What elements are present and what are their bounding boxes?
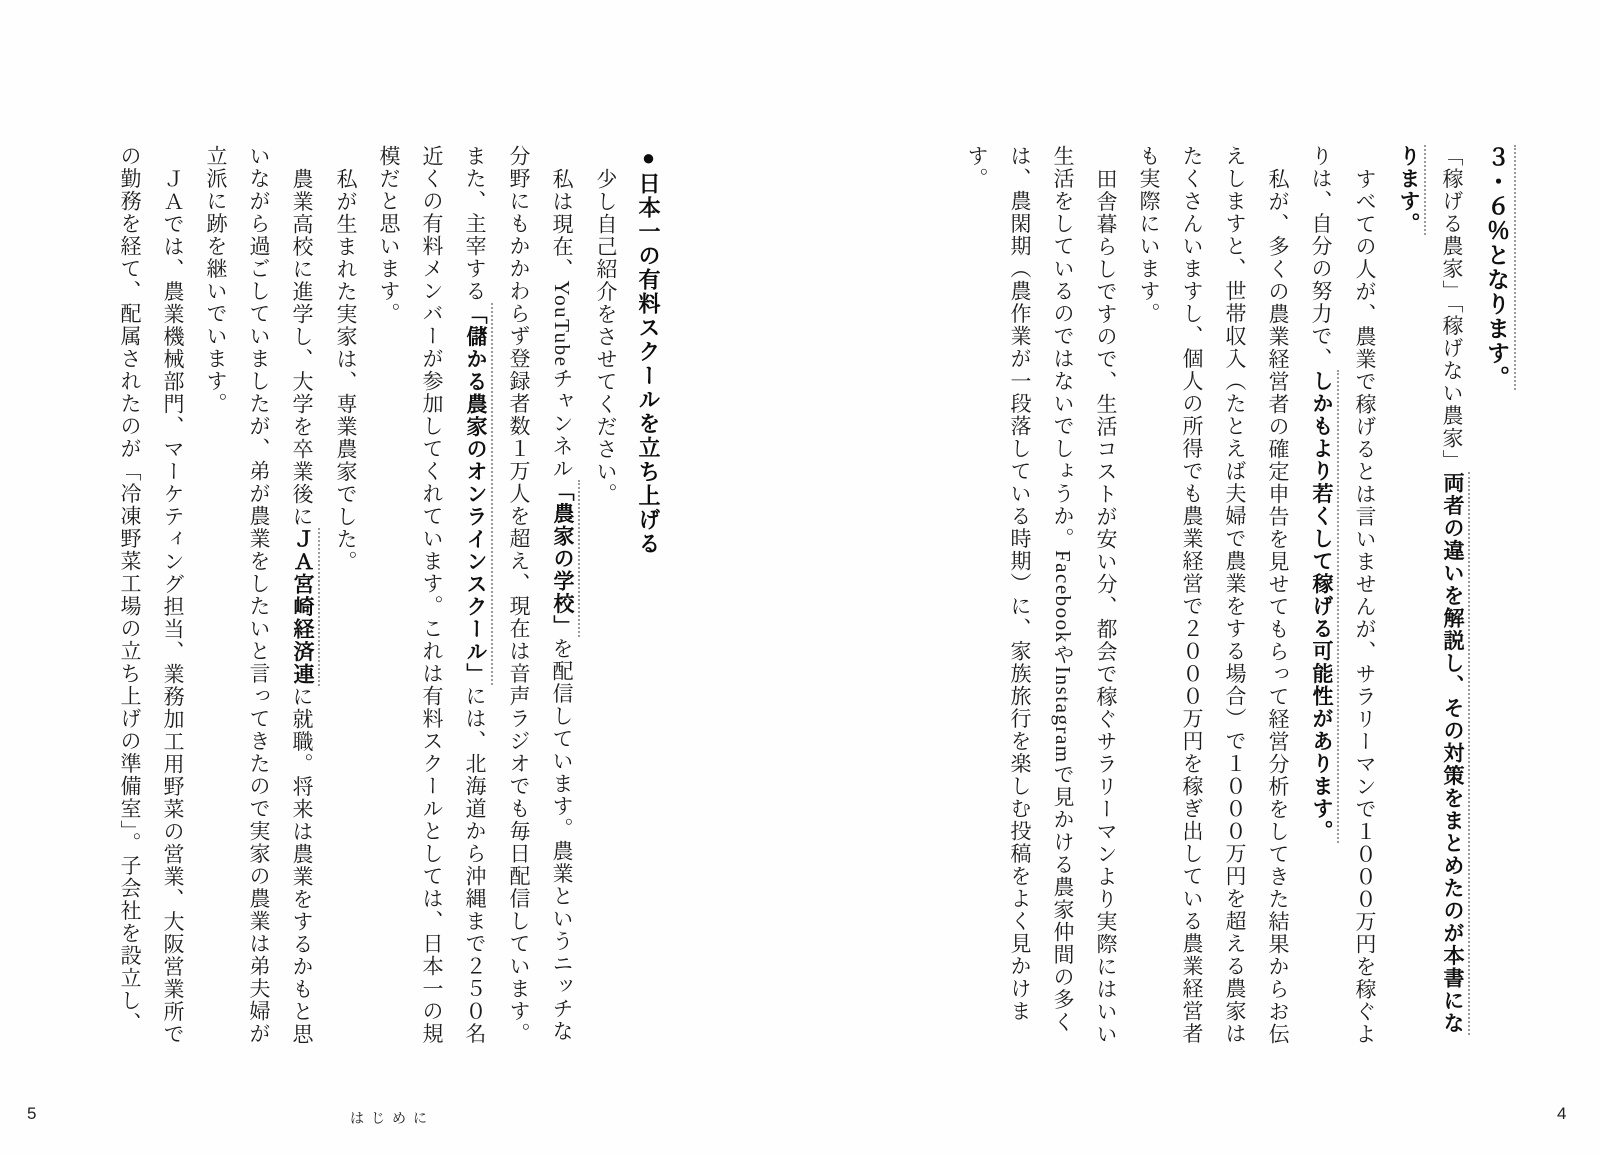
emphasized-text: 両者の違いを解説し、その対策をまとめたのが本書になります。 (1397, 145, 1470, 1035)
body-text: には、北海道から沖縄まで２５０名近くの有料メンバーが参加してくれています。これは有料スクールとしては、日本一の規模だと思います。 (377, 145, 487, 1045)
body-text: 私は現在、YouTubeチャンネル (550, 168, 574, 480)
body-paragraph (1386, 145, 1474, 1049)
body-text: を配信しています。農業というニッチな分野にもかかわらず登録者数１万人を超え、現在は音声ラジオでも毎日配信しています。また、主宰する (463, 145, 574, 1045)
body-paragraph (955, 145, 1127, 1049)
body-paragraph (1474, 145, 1520, 1049)
body-text: 私が、多くの農業経営者の確定申告を見せてもらって経営分析をしてきた結果からお伝えしますと、世帯収入（たとえば夫婦で農業をする場合）で１０００万円を超える農家はたくさんいますし、個人の所得でも農業経営で２０００万円を稼ぎ出している農業経営者も実際にいます。 (1137, 145, 1290, 1046)
body-text: 「稼げる農家」「稼げない農家」 (1440, 145, 1464, 472)
emphasized-text: 「農家の学校」 (551, 480, 580, 638)
body-paragraph (108, 145, 194, 1049)
body-paragraph (1127, 145, 1299, 1049)
running-section-label: はじめに (350, 1110, 434, 1126)
body-text: ＪＡでは、農業機械部門、マーケティング担当、業務加工用野菜の営業、大阪営業所での勤務を経て、配属されたのが「冷凍野菜工場の立ち上げの準備室」。子会社を設立し、 (118, 145, 185, 1046)
body-text: 農業高校に進学し、大学を卒業後に (290, 168, 314, 528)
right-page-text (955, 145, 1520, 1049)
section-heading: ●日本一の有料スクールを立ち上げる (636, 145, 661, 556)
body-paragraph (324, 145, 367, 1049)
left-page-text (108, 145, 670, 1049)
page-number-right: 4 (1557, 1104, 1567, 1123)
body-paragraph (1299, 145, 1386, 1049)
body-text: すべての人が、農業で稼げるとは言いませんが、サラリーマンで１０００万円を稼ぐよりは、自分の努力で、 (1309, 145, 1377, 1046)
emphasized-text: ３・６％となります。 (1484, 145, 1516, 390)
body-paragraph (367, 145, 584, 1049)
body-text: 少し自己紹介をさせてください。 (594, 168, 618, 506)
body-text: に就職。将来は農業をするかもと思いながら過ごしていましたが、弟が農業をしたいと言ってきたので実家の農業は弟夫婦が立派に跡を継いでいます。 (204, 145, 314, 1046)
body-paragraph (584, 145, 627, 1049)
emphasized-text: ＪＡ宮崎経済連 (291, 528, 320, 686)
body-text: 田舎暮らしですので、生活コストが安い分、都会で稼ぐサラリーマンより実際にはいい生活をしているのではないでしょうか。FacebookやInstagramで見かける農家仲間の多くは、農閑期（農作業が一段落している時期）に、家族旅行を楽しむ投稿をよく見かけます。 (965, 145, 1118, 1046)
emphasized-text: しかもより若くして稼げる可能性があります。 (1310, 370, 1339, 843)
emphasized-text: 「儲かる農家のオンラインスクール」 (464, 303, 493, 686)
body-paragraph (194, 145, 324, 1049)
body-text: 私が生まれた実家は、専業農家でした。 (334, 168, 358, 573)
page-number-left: 5 (27, 1104, 37, 1123)
